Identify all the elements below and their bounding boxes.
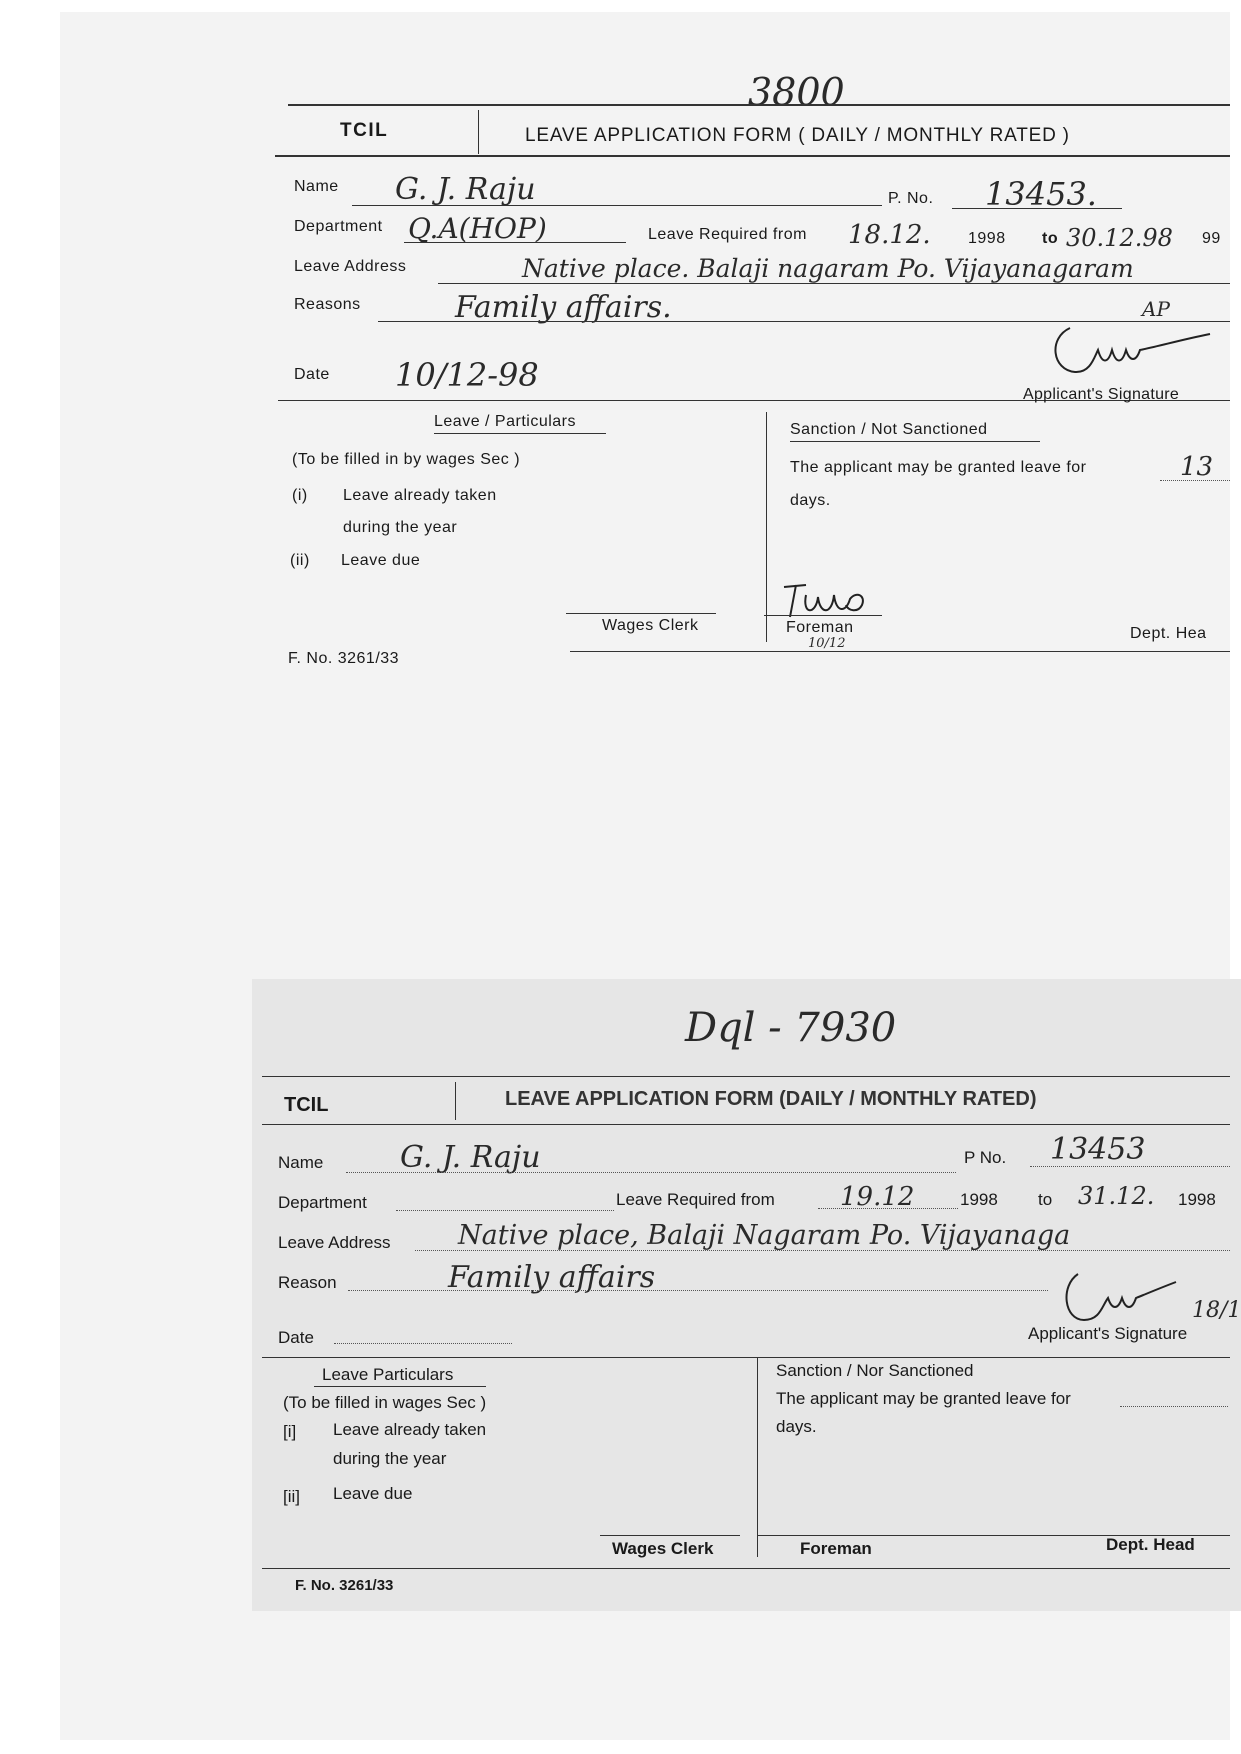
bottom-leave-to-value: 31.12. xyxy=(1078,1182,1155,1210)
top-leave-address-line xyxy=(438,283,1230,284)
top-foreman-signature xyxy=(776,575,886,625)
top-leave-address-label: Leave Address xyxy=(294,258,407,275)
top-foreman-rule xyxy=(764,615,882,616)
bottom-item-i-marker: [i] xyxy=(283,1422,297,1441)
bottom-name-label: Name xyxy=(278,1153,324,1172)
bottom-department-label: Department xyxy=(278,1193,367,1212)
bottom-leave-to-year: 1998 xyxy=(1178,1190,1216,1209)
top-applicant-signature-label: Applicant's Signature xyxy=(1023,386,1180,403)
bottom-leave-address-line xyxy=(415,1250,1230,1251)
bottom-leave-from-value: 19.12 xyxy=(840,1182,915,1212)
bottom-leave-particulars-underline xyxy=(314,1386,486,1387)
bottom-header-divider xyxy=(455,1082,456,1120)
bottom-sig-date: 18/1 xyxy=(1192,1298,1241,1323)
top-to-label: to xyxy=(1042,230,1059,247)
bottom-leave-address-value: Native place, Balaji Nagaram Po. Vijayanaga xyxy=(458,1220,1071,1251)
top-dept-head-label: Dept. Hea xyxy=(1130,625,1207,642)
bottom-name-line xyxy=(346,1172,956,1173)
top-leave-from-label: Leave Required from xyxy=(648,226,807,243)
bottom-title: LEAVE APPLICATION FORM (DAILY / MONTHLY RATED) xyxy=(505,1088,1037,1110)
top-date-label: Date xyxy=(294,366,330,383)
top-name-line xyxy=(352,205,882,206)
bottom-granted-label: The applicant may be granted leave for xyxy=(776,1389,1071,1408)
top-department-label: Department xyxy=(294,218,383,235)
bottom-granted-days-line xyxy=(1120,1406,1228,1407)
bottom-pno-value: 13453 xyxy=(1050,1132,1146,1167)
bottom-item-i-line2: during the year xyxy=(333,1449,447,1468)
top-to-be-filled-label: (To be filled in by wages Sec ) xyxy=(292,451,521,468)
top-header-rule-top xyxy=(288,104,1230,106)
top-section-divider xyxy=(766,412,767,642)
bottom-leave-particulars-label: Leave Particulars xyxy=(322,1365,454,1384)
top-item-i-line1: Leave already taken xyxy=(343,487,497,504)
top-granted-label: The applicant may be granted leave for xyxy=(790,459,1087,476)
top-granted-days-value: 13 xyxy=(1180,452,1214,482)
bottom-applicant-signature-label: Applicant's Signature xyxy=(1028,1324,1188,1343)
top-pno-line xyxy=(952,208,1122,209)
bottom-reason-value: Family affairs xyxy=(448,1260,656,1295)
top-department-value: Q.A(HOP) xyxy=(408,212,547,245)
top-wages-clerk-label: Wages Clerk xyxy=(602,617,699,634)
top-department-line xyxy=(404,242,626,243)
bottom-days-label: days. xyxy=(776,1417,817,1436)
bottom-leave-from-year: 1998 xyxy=(960,1190,998,1209)
bottom-header-rule-top xyxy=(262,1076,1230,1077)
top-leave-from-value: 18.12. xyxy=(848,220,931,250)
bottom-date-label: Date xyxy=(278,1328,314,1347)
top-leave-address-extra: AP xyxy=(1142,297,1170,321)
bottom-reason-line xyxy=(348,1290,1048,1291)
top-sanction-label: Sanction / Not Sanctioned xyxy=(790,421,988,438)
top-foreman-label: Foreman xyxy=(786,619,854,636)
top-form-no: F. No. 3261/33 xyxy=(288,650,400,667)
top-leave-to-value: 30.12.98 xyxy=(1066,224,1173,252)
bottom-item-i-line1: Leave already taken xyxy=(333,1420,487,1439)
bottom-to-be-filled-label: (To be filled in wages Sec ) xyxy=(283,1393,487,1412)
top-reasons-value: Family affairs. xyxy=(455,290,672,325)
bottom-leave-from-line xyxy=(818,1208,958,1209)
top-item-ii-label: Leave due xyxy=(341,552,421,569)
top-reasons-label: Reasons xyxy=(294,296,361,313)
bottom-applicant-signature xyxy=(1050,1268,1180,1328)
bottom-pno-label: P No. xyxy=(964,1148,1007,1167)
top-leave-particulars-underline xyxy=(434,433,606,434)
top-pno-value: 13453. xyxy=(985,175,1097,213)
bottom-foreman-label: Foreman xyxy=(800,1539,872,1558)
top-header-rule-bottom xyxy=(275,155,1230,157)
top-name-label: Name xyxy=(294,178,339,195)
bottom-wages-clerk-label: Wages Clerk xyxy=(612,1539,714,1558)
bottom-item-ii-label: Leave due xyxy=(333,1484,413,1503)
bottom-wages-clerk-rule xyxy=(600,1535,740,1536)
bottom-date-line xyxy=(334,1343,512,1344)
bottom-dept-head-label: Dept. Head xyxy=(1106,1535,1195,1554)
bottom-item-ii-marker: [ii] xyxy=(283,1487,300,1506)
bottom-to-label: to xyxy=(1038,1190,1053,1209)
top-applicant-signature xyxy=(1030,320,1230,382)
bottom-bottom-rule xyxy=(262,1568,1230,1569)
top-sanction-underline xyxy=(790,441,1040,442)
top-leave-to-year-suffix: 99 xyxy=(1202,230,1221,247)
top-name-value: G. J. Raju xyxy=(395,172,536,207)
bottom-org: TCIL xyxy=(284,1094,329,1116)
top-date-value: 10/12-98 xyxy=(395,356,539,394)
top-item-i-line2: during the year xyxy=(343,519,458,536)
top-header-divider xyxy=(478,110,479,154)
top-item-ii-marker: (ii) xyxy=(290,552,310,569)
bottom-leave-from-label: Leave Required from xyxy=(616,1190,775,1209)
bottom-sanction-label: Sanction / Nor Sanctioned xyxy=(776,1361,974,1380)
bottom-section-divider xyxy=(757,1357,758,1557)
top-ref-number: 3800 xyxy=(748,70,845,114)
top-days-label: days. xyxy=(790,492,831,509)
bottom-name-value: G. J. Raju xyxy=(400,1140,541,1175)
top-org: TCIL xyxy=(340,120,389,141)
top-granted-days-line xyxy=(1160,480,1230,481)
bottom-ref-number: Dql - 7930 xyxy=(685,1005,897,1051)
bottom-reason-label: Reason xyxy=(278,1273,337,1292)
bottom-department-line xyxy=(396,1210,614,1211)
bottom-pno-line xyxy=(1030,1166,1230,1167)
bottom-leave-address-label: Leave Address xyxy=(278,1233,391,1252)
top-bottom-rule xyxy=(570,651,1230,652)
top-leave-particulars-label: Leave / Particulars xyxy=(434,413,577,430)
top-leave-address-value: Native place. Balaji nagaram Po. Vijayanagaram xyxy=(522,254,1134,283)
bottom-header-rule-bottom xyxy=(262,1124,1230,1125)
top-leave-from-year: 1998 xyxy=(968,230,1006,247)
top-title: LEAVE APPLICATION FORM ( DAILY / MONTHLY RATED ) xyxy=(525,125,1070,146)
top-wages-clerk-rule xyxy=(566,613,716,614)
top-foreman-date: 10/12 xyxy=(808,636,846,651)
top-pno-label: P. No. xyxy=(888,190,934,207)
top-item-i-marker: (i) xyxy=(292,487,308,504)
bottom-date-rule xyxy=(262,1357,1230,1358)
bottom-form-no: F. No. 3261/33 xyxy=(295,1577,394,1594)
